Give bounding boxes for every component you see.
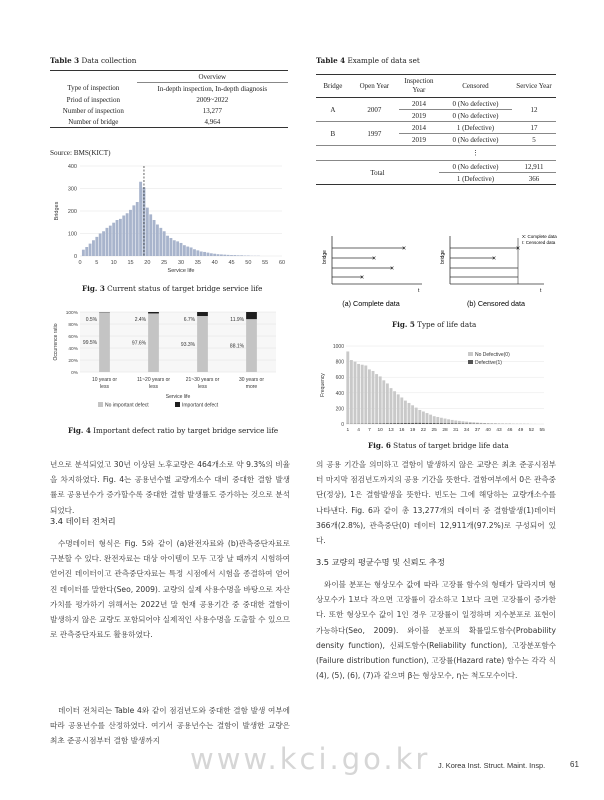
table-row: 2019 0 (No defective) 5 [316,134,556,146]
bar [156,225,159,257]
bar-no-defective [368,369,371,424]
bar-defective [436,423,439,424]
bar-no-defective [357,364,360,424]
right-para-2: 와이블 분포는 형상모수 값에 따라 고장률 함수의 형태가 달라지며 형상모수가 1보다 작으면 고장률이 감소하고 1보다 크면 고장률이 증가한다. 또한 형상모수 값이 1인 경우 고장률이 일정하며 지수분포로 표현이 가능하다(Seo, 2009). 와이블 분포의 확률밀도함수(Probability density function), 신뢰도함수(Reliability function), 고장분포함수(Failure distribution function), 고장률(Hazard rate) 함수는 각각 식 (4), (5), (6), (7)과 같으며 β는 형상모수, η는 척도모수이다. [316,580,556,681]
bar-no-defective [444,419,447,424]
fig5-legend-censored: I: Censored data [522,240,556,245]
data-label: 99.5% [82,340,98,347]
legend-label: Important defect [182,402,219,409]
table-row: 2019 0 (No defective) [316,110,556,122]
x-tick-label: less [149,384,158,390]
bar [146,208,149,256]
fig5a-axis-x: t [418,288,420,294]
bar-no-defective [382,380,385,424]
data-label: 0.5% [85,317,98,323]
bar-no-defective [433,416,436,424]
bar-defective [400,423,403,424]
y-tick-label: 1000 [332,344,344,350]
bar [89,244,92,256]
y-tick-label: 200 [335,406,344,413]
bar [220,254,223,256]
bar-no-defective [346,351,349,424]
data-label: 11.9% [230,317,245,323]
fig5-subcaption-b: (b) Censored data [467,299,525,308]
bar [153,220,156,256]
bar-no-defective [404,401,407,424]
table-row: ⋮ [316,146,556,161]
bar-defective [433,423,436,424]
bar [85,247,88,256]
fig5-censored-panel [440,234,557,294]
bar [173,240,176,256]
x-tick-label: 50 [245,260,252,266]
bar [139,182,142,256]
bar-no-defective [354,362,357,424]
bar [82,250,85,256]
data-label: 93.3% [180,342,196,349]
fig5b-axis-x: t [540,288,542,294]
bar-no-defective [422,412,425,424]
bar-defective [458,423,461,424]
x-tick-label: 21~30 years or [185,377,220,383]
y-tick-label: 600 [335,375,344,382]
bar [176,241,179,256]
x-tick-label: 1 [346,428,350,433]
bar [122,216,125,257]
table-row: B 1997 2014 1 (Defective) 17 [316,122,556,134]
bar-no-defect [197,316,208,372]
table-row: Number of inspection 13,277 [62,106,222,115]
bar [207,253,210,256]
x-tick-label: 55 [539,428,545,433]
x-axis-label: Service life [165,394,191,400]
bar-no-defective [408,403,411,424]
fig3-caption: Fig. 3 Current status of target bridge service life [82,284,263,293]
bar-defective [429,423,432,424]
bar [109,226,112,256]
y-tick-label: 200 [67,209,77,215]
bar-defective [451,423,454,424]
bar [166,236,169,256]
bar-no-defective [418,410,421,424]
left-para-1: 년으로 분석되었고 30년 이상된 노후교량은 464개소로 약 9.3%의 비율을 차지하였다. Fig. 4는 공용년수별 교량개소수 대비 중대한 결함 발생률로 공용년수가 증가할수록 중대한 결함 발생률도 증가하는 것으로 분석되었다. [50,460,290,515]
bar [193,249,196,256]
x-tick-label: 22 [420,428,427,433]
table-row: Number of bridge 4,964 [50,116,288,128]
bar-defective [397,423,400,424]
bar [200,252,203,257]
left-para-3: 데이터 전처리는 Table 4와 같이 점검년도와 중대한 결함 발생 여부에 따라 공용년수를 산정하였다. 여기서 공용년수는 결함이 발생한 교량은 최초 준공시점부터 결함 발생까지 [50,706,290,746]
x-tick-label: 5 [95,260,99,266]
bar [106,228,109,256]
table-row: Total 0 (No defective) 12,911 [316,161,556,173]
y-tick-label: 100% [65,311,78,316]
bar-defective [444,423,447,424]
y-tick-label: 60% [68,335,78,340]
x-tick-label: 4 [357,428,360,433]
x-tick-label: 25 [431,428,437,433]
bar-no-defective [436,417,439,424]
bar-no-defective [375,374,378,424]
x-tick-label: less [198,384,207,390]
y-axis-label: Bridges [54,201,60,221]
y-tick-label: 20% [68,359,78,364]
legend-swatch [175,402,180,407]
svg-text:×: × [359,274,365,282]
bar [213,254,216,256]
bar-no-defective [426,413,429,424]
bar [203,252,206,256]
x-tick-label: 15 [127,260,134,266]
bar-defective [379,423,382,424]
svg-text:×: × [401,245,407,253]
x-tick-label: 31 [453,428,459,433]
bar-no-defective [361,365,364,424]
bar [102,231,105,256]
x-tick-label: more [245,384,258,390]
bar-no-defective [411,405,414,424]
x-tick-label: 30 [177,260,185,266]
x-tick-label: less [100,384,109,390]
x-tick-label: 28 [442,428,448,433]
bar-defective [454,423,457,424]
bar-defective [386,423,389,424]
bar-defect [197,312,208,316]
svg-text:×: × [515,245,521,253]
data-label: 97.6% [131,340,147,347]
bar-no-defective [372,371,375,424]
y-tick-label: 300 [67,186,77,193]
bar [112,223,115,256]
legend-label: No important defect [105,402,149,409]
fig4-caption: Fig. 4 Important defect ratio by target bridge service life [68,426,279,435]
bar-no-defect [148,313,159,372]
legend-label: No Defective(0) [475,352,510,358]
bar-defective [411,423,414,424]
bar [223,255,226,256]
y-tick-label: 0% [71,371,78,376]
bar-no-defect [246,319,257,372]
bar [163,231,166,256]
bar-defective [408,423,411,424]
legend-swatch [468,352,473,356]
table3 [50,70,288,128]
svg-text:×: × [491,255,497,263]
data-label: 6.7% [183,317,196,323]
bar-defective [390,423,393,424]
legend-swatch [468,360,473,364]
x-tick-label: 30 years or [238,377,265,383]
bar [237,255,240,256]
y-tick-label: 100 [67,231,77,238]
x-tick-label: 19 [409,428,416,433]
x-tick-label: 7 [368,428,371,433]
bar-defective [415,423,418,424]
section-heading-3-4: 3.4 데이터 전처리 [50,516,116,526]
x-tick-label: 0 [78,260,82,266]
left-para-2: 수명데이터 형식은 Fig. 5와 같이 (a)완전자료와 (b)관측중단자료로 구분할 수 있다. 완전자료는 대상 아이템이 모두 고장 날 때까지 시험하여 얻어진 데이터이고 관측중단자료는 특정 시점에서 시험을 종결하여 얻어진 데이터를 말한다(Seo, 2009). 교량의 실제 사용수명을 바탕으로 자산가치를 평가하기 위해서는 2022년 말 현재 공용기간 중 중대한 결함이 발생하지 않은 교량도 포함되어야 실제적인 사용수명을 도출할 수 있으므로 관측중단자료도 활용하였다. [50,539,290,640]
bar [217,254,220,256]
bar-no-defective [415,408,418,424]
bar [159,228,162,256]
table4-header-row: Bridge Open Year Inspection Year Censored Service Year [316,75,556,98]
bar-no-defective [390,388,393,424]
bar [210,253,213,256]
table4 [316,74,556,185]
legend-swatch [98,402,103,407]
bar [233,255,236,256]
bar-defective [418,423,421,424]
x-tick-label: 16 [399,428,405,433]
fig5b-axis-y: bridge [440,250,446,264]
bar [169,238,172,256]
bar-no-defective [429,415,432,424]
x-axis-label: Service life [167,268,195,274]
svg-text:×: × [389,265,395,273]
bar [149,214,152,256]
x-tick-label: 52 [528,428,535,433]
fig5-subcaption-a: (a) Complete data [342,299,400,308]
bar-no-defective [364,366,367,425]
bar-defective [462,423,465,424]
bar [230,255,233,256]
x-tick-label: 60 [278,260,286,266]
bar [132,205,135,256]
bar-no-defective [386,383,389,424]
x-tick-label: 49 [517,428,524,433]
table3-source: Source: BMS(KICT) [50,149,111,157]
bar-defect [246,312,257,319]
y-axis-label: Occurrence ratio [53,323,59,361]
bar-defective [447,423,450,424]
x-tick-label: 20 [144,260,151,266]
table3-caption: Table 3 Data collection [50,56,137,65]
bar [136,202,139,256]
fig5-legend-complete: X: Complete data [522,234,557,239]
bar-no-defective [440,418,443,424]
bar-defective [440,423,443,424]
right-para-1: 의 공용 기간을 의미하고 결함이 발생하지 않은 교량은 최초 준공시점부터 마지막 점검년도까지의 공용 기간을 뜻한다. 결함여부에서 0은 관측중단(정상), 1은 결함발생을 뜻한다. 빈도는 그에 해당하는 교량개소수를 나타낸다. Fig. 6과 같이 총 13,277개의 데이터 중 결함발생(1)데이터 366개(2.8%), 관측중단(0) 데이터 12,911개(97.2%)로 구성되어 있다. [316,460,556,546]
bar [119,219,122,256]
bar [95,237,98,256]
y-tick-label: 400 [335,390,344,397]
bar [183,245,186,256]
legend-label: Defective(1) [475,360,502,366]
y-tick-label: 40% [68,347,78,352]
bar [240,255,243,256]
fig3-chart [50,160,290,278]
table4-caption: Table 4 Example of data set [316,56,420,65]
bar-defective [426,423,429,424]
fig6-caption: Fig. 6 Status of target bridge life data [368,441,509,450]
bar [116,220,119,256]
svg-text:×: × [371,255,377,263]
x-tick-label: 34 [463,428,470,433]
y-tick-label: 800 [335,359,344,366]
journal-name: J. Korea Inst. Struct. Maint. Insp. [438,761,546,770]
fig5-complete-panel [322,236,422,294]
bar-no-defective [400,397,403,424]
bar [186,247,189,256]
data-label: 88.1% [229,343,245,350]
bar [129,210,132,256]
x-tick-label: 37 [474,428,481,433]
bar-defective [422,423,425,424]
table-row: A 2007 2014 0 (No defective) 12 [330,99,538,114]
page-number: 61 [570,760,579,769]
bar-no-defective [397,394,400,424]
bar-defect [148,312,159,313]
bar [190,247,193,256]
x-tick-label: 10 years or [91,377,118,383]
bar-no-defective [379,376,382,424]
section-heading-3-5: 3.5 교량의 평균수명 및 신뢰도 추정 [316,557,445,567]
bar-defective [382,423,385,424]
table3-header: Overview [137,71,288,83]
fig6-chart [318,340,558,440]
x-tick-label: 40 [485,428,491,433]
x-tick-label: 25 [161,260,168,266]
table-row: 1 (Defective) 366 [316,173,556,185]
fig5-diagram [318,230,558,315]
bar-defective [393,423,396,424]
bar-defective [404,423,407,424]
bar-no-defective [350,360,353,424]
bar-no-defect [99,312,110,372]
fig4-chart [50,306,290,418]
x-tick-label: 43 [496,428,502,433]
bar [196,250,199,256]
x-tick-label: 11~20 years or [136,377,171,383]
x-tick-label: 40 [211,260,218,266]
x-tick-label: 13 [388,428,394,433]
bar [180,243,183,256]
data-label: 2.4% [134,317,147,323]
fig5-caption: Fig. 5 Type of life data [392,320,477,329]
bar [92,240,95,256]
watermark: www.kci.go.kr [190,742,431,776]
bar [99,234,102,257]
y-tick-label: 400 [67,164,77,170]
y-axis-label: Frequency [320,373,326,397]
bar [126,213,129,256]
bar-no-defective [393,391,396,424]
x-tick-label: 10 [377,428,383,433]
table-row: Type of inspection In-depth inspection, In-depth diagnosis [67,84,268,93]
y-tick-label: 0 [341,422,344,428]
x-tick-label: 55 [262,260,269,266]
x-tick-label: 45 [228,260,235,266]
x-tick-label: 46 [507,428,513,433]
x-tick-label: 35 [194,260,201,266]
y-tick-label: 80% [68,323,78,328]
fig5a-axis-y: bridge [322,250,328,264]
table-row: Priod of inspection 2009~2022 [66,95,229,104]
y-tick-label: 0 [73,254,77,260]
x-tick-label: 10 [110,260,117,266]
bar [227,255,230,256]
